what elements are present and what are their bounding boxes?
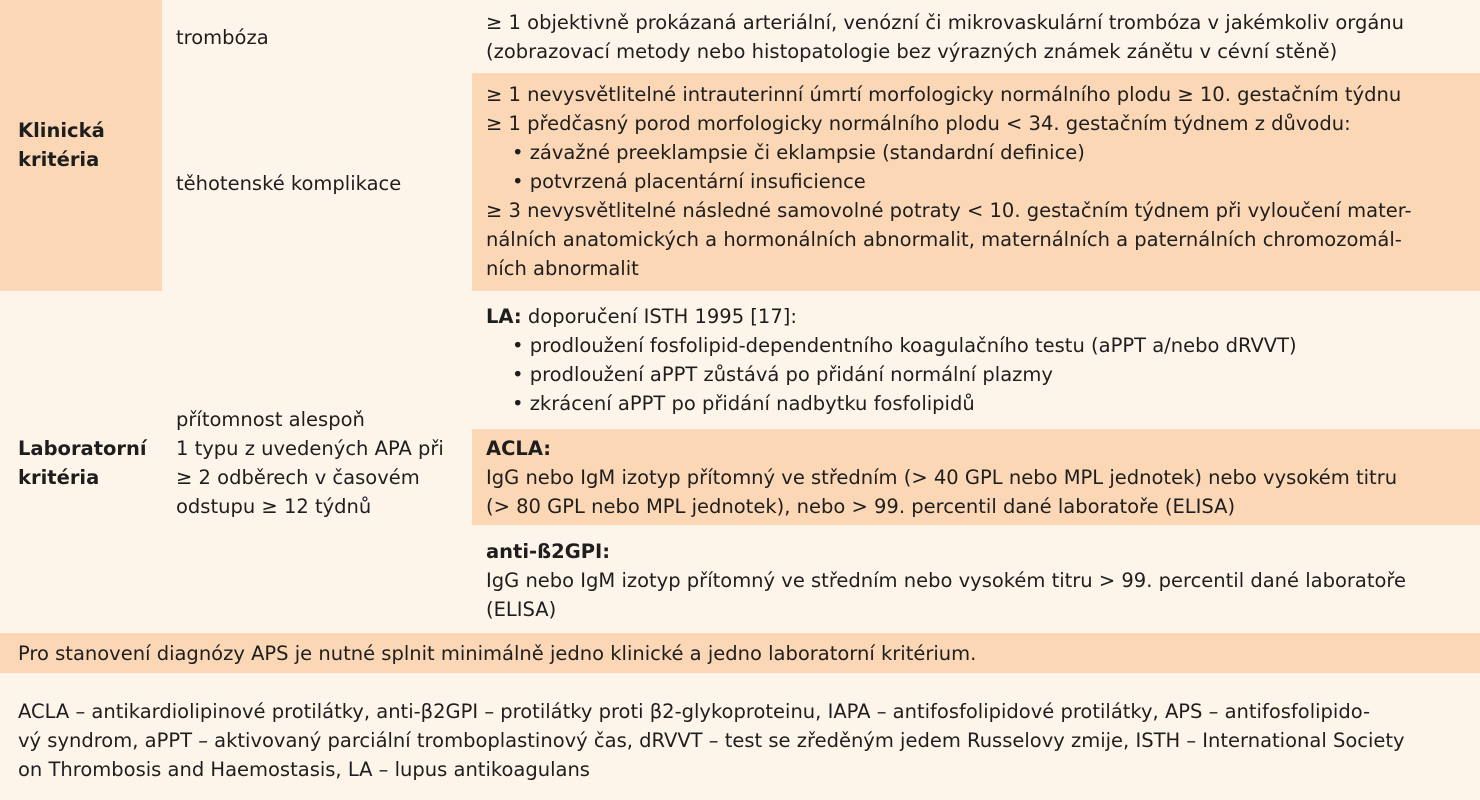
list-item: • zkrácení aPPT po přidání nadbytku fosfolipidů [512,392,975,415]
list-item: • prodloužení fosfolipid-dependentního koagulačního testu (aPPT a/nebo dRVVT) [512,334,1297,357]
la-criteria: LA: doporučení ISTH 1995 [17]: • prodloužení fosfolipid-dependentního koagulačního testu (aPPT a/nebo dRVVT) • prodloužení aPPT zůstává po přidání normální plazmy • zkrácení aPPT po přidání nadbytku fosfolipidů [472,302,1297,418]
list-item: • závažné preeklampsie či eklampsie (standardní definice) [512,141,1085,164]
pregnancy-criteria: ≥ 1 nevysvětlitelné intrauterinní úmrtí morfologicky normálního plodu ≥ 10. gestačním týdnu ≥ 1 předčasný porod morfologicky normálního plodu < 34. gestačním týdnem z důvodu: • závažné preeklampsie či eklampsie (standardní definice) • potvrzená placentární insuficience ≥ 3 nevysvětlitelné následné samovolné potraty < 10. gestačním týdnem při vyloučení mater- nálních anatomických a hormonálních abnormalit, maternálních a paternálních chromozomál- ních abnormalit [486,83,1412,280]
footnote: ACLA – antikardiolipinové protilátky, anti-β2GPI – protilátky proti β2-glykoproteinu, IAPA – antifosfolipidové protilátky, APS – antifosfolipido- vý syndrom, aPPT – aktivovaný parciální tromboplastinový čas, dRVVT – test se zředěným jedem Russelovy zmije, ISTH – International Society on Thrombosis and Haemostasis, LA – lupus antikoagulans [18,700,1405,781]
acla-criteria: ACLA: IgG nebo IgM izotyp přítomný ve středním (> 40 GPL nebo MPL jednotek) nebo vysokém titru (> 80 GPL nebo MPL jednotek), nebo > 99. percentil dané laboratoře (ELISA) [472,434,1397,521]
list-item: • potvrzená placentární insuficience [512,170,866,193]
acla-label: ACLA: [486,437,552,460]
summary-text: Pro stanovení diagnózy APS je nutné splnit minimálně jedno klinické a jedno laboratorní kritérium. [18,642,977,665]
clinical-criteria-label: Klinická kritéria [18,119,105,171]
list-item: • prodloužení aPPT zůstává po přidání normální plazmy [512,363,1053,386]
anti-b2gpi-label: anti-ß2GPI: [486,540,611,563]
presence-condition: přítomnost alespoň 1 typu z uvedených APA při ≥ 2 odběrech v časovém odstupu ≥ 12 týdnů [176,408,444,518]
thrombosis-label: trombóza [176,26,269,49]
anti-b2gpi-criteria: anti-ß2GPI: IgG nebo IgM izotyp přítomný ve středním nebo vysokém titru > 99. percentil dané laboratoře (ELISA) [472,537,1406,624]
laboratory-criteria-label: Laboratorní kritéria [18,437,147,489]
thrombosis-criteria: ≥ 1 objektivně prokázaná arteriální, venózní či mikrovaskulární trombóza v jakémkoliv orgánu (zobrazovací metody nebo histopatologie bez výrazných známek zánětu v cévní stěně) [486,11,1405,63]
pregnancy-complications-label: těhotenské komplikace [176,172,402,195]
la-label: LA: [486,305,522,328]
